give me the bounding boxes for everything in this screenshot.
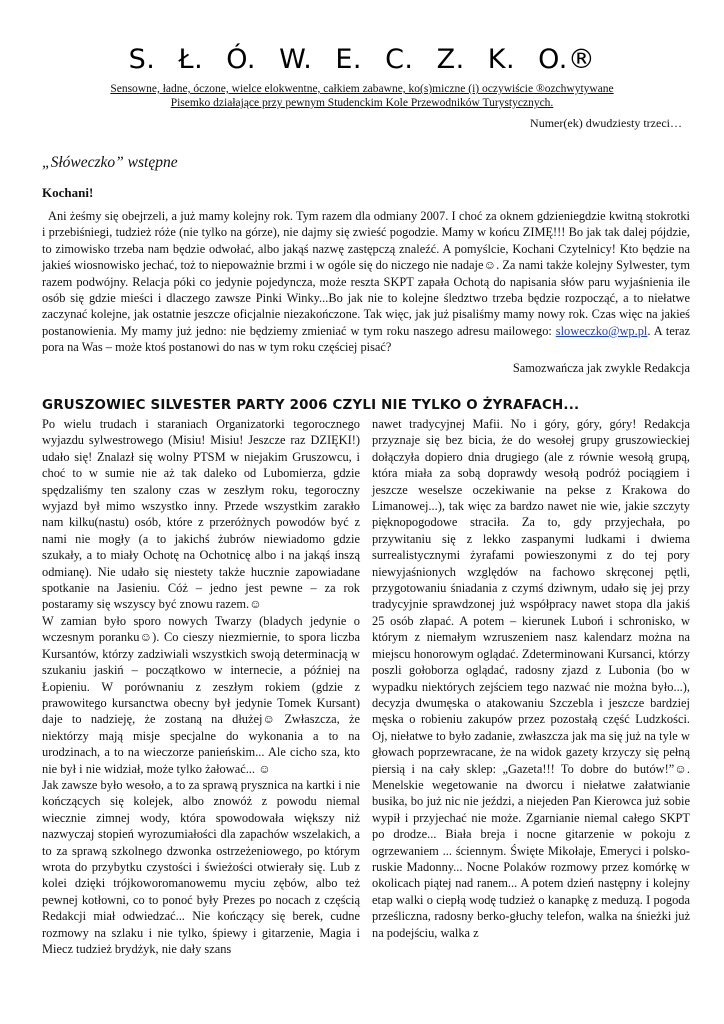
email-link[interactable]: sloweczko@wp.pl xyxy=(555,323,648,338)
newsletter-title: S. Ł. Ó. W. E. C. Z. K. O.® xyxy=(128,44,596,75)
intro-greeting: Kochani! xyxy=(42,185,94,200)
article-column-left xyxy=(42,416,360,957)
article-column-right xyxy=(372,416,690,941)
article-paragraph: nawet tradycyjnej Mafii. No i góry, góry, góry! Redakcja przyznaje się bez bicia, że do wesołej grupy gruszowieckiej dołączyła dopiero dnia drugiego (ale z równie wesołą grupą, która miała za sobą doprawdy wesołą podróż pociągiem i jeszcze weselsze oczekiwanie na pekse z Krakowa do Limanowej...), tak więc za bardzo nawet nie wie, jakie szczyty pięknopogodowe straciła. Za to, gdy przyjechała, po przywitaniu się z lekko zaspanymi ludkami i dwiema surrealistycznymi żyrafami powieszonymi z do tej pory niewyjaśnionych względów na fachowo skręconej pętli, przygotowaniu śniadania z czymś dziwnym, udało się jej przy tradycyjnie sprawdzonej już współpracy nawet stopa dla jakiś 25 osób złapać. A potem – kierunek Luboń i schronisko, w którym z niemałym wzruszeniem nasz kalendarz można na miejscu honorowym oglądać. Zdeterminowani Kursanci, którzy poszli gołoborza oglądać, radosny zjazd z Lubonia (bo w wypadku niektórych zejściem tego nazwać nie można było...), decyzja dwumęska o atakowaniu Szczebla i jeszcze bardziej męska o robieniu zakupów przez pozostałą część Ludzkości. Oj, niełatwe to było zadanie, zwłaszcza jak ma się już na tyle w głowach poprzewracane, że na widok gazety krzyczy się pełną piersią i na cały sklep: „Gazeta!!! To dobre do butów!”☺. Menelskie wegetowanie na dworcu i niełatwe załatwianie busika, bo już nic nie jeździ, a niejeden Pan Kierowca już sobie wypił i przyjechać nie może. Zgarnianie niemal całego SKPT po drodze... Biała breja i nocne gitarzenie w pokoju z ogrzewaniem ... ściennym. Święte Mikołaje, Emeryci i polsko-ruskie Madonny... Nocne Polaków rozmowy przez komórkę w okolicach piątej nad ranem... A potem dzień następny i kolejny etap walki o ciepłą wodę tudzież o kanapkę z meduzą. I pogoda prześliczna, radosny berko-głuchy telefon, walka na śnieżki już na podejściu, walka z xyxy=(372,417,690,940)
intro-signature: Samozwańcza jak zwykle Redakcja xyxy=(512,361,690,375)
article-paragraph: Po wielu trudach i staraniach Organizatorki tegorocznego wyjazdu sylwestrowego (Misiu! Misiu! Jeszcze raz DZIĘKI!) udało się! Znalazł się wolny PTSM w niejakim Gruszowcu, i choć to w sumie nie aż tak daleko od Lubomierza, gdzie spędzaliśmy ten szalony czas w zeszłym roku, tegoroczny wyjazd był mimo wszystko inny. Przede wszystkim zarakło nam kilku(nastu) osób, które z przeróżnych powodów być z nami nie mogły (a to jakichś żubrów niewiadomo gdzie szukały, a to miały Ochotę na Ochotnicę albo i na jakąś inszą odmianę). Nie udało się niestety także hucznie zapowiadane spotkanie na Jasieniu. Cóż – jedno jest pewne – za rok postaramy się wszyscy być znowu razem.☺ xyxy=(42,417,360,612)
tagline-line-1: Sensowne, ładne, óczone, wielce elokwentne, całkiem zabawne, ko(s)miczne (i) oczywiście ®ozchwytywane xyxy=(110,83,614,95)
intro-text-part-1: Ani żeśmy się obejrzeli, a już mamy kolejny rok. Tym razem dla odmiany 2007. I choć za oknem gdzieniegdzie kwitną stokrotki i przebiśniegi, tudzież róże (nie tylko na górze), nie dajmy się zwieść pogodzie. Mamy w końcu ZIMĘ!!! Bo jak tak dalej pójdzie, to zimowisko trzeba nam będzie odwołać, albo jakąś nazwę zastępczą znaleźć. A pomyślcie, Kochani Czytelnicy! Kto będzie na jakieś wiosnowisko jechać, toż to niepoważnie brzmi i w ogóle się do niczego nie nadaje☺. Za nami także kolejny Sylwester, tym razem podwójny. Relacja póki co jedynie pojedyncza, może reszta SKPT zapała Ochotą do napisania słów paru wyjaśnienia ile osób się gdzie mieści i dlaczego zawsze Pinki Winky...Bo jak nie to kolejne śledztwo trzeba będzie rozpocząć, a to niełatwe zaczynać kolejne, jak ostatnie jeszcze oficjalnie niezakończone. Tak więc, jak już pisaliśmy mamy nowy rok. Czas więc na jakieś postanowienia. My mamy już jedno: nie będziemy zmieniać w tym roku naszego adresu mailowego: xyxy=(42,209,690,338)
article-paragraph: W zamian było sporo nowych Twarzy (bladych jedynie o wczesnym poranku☺). Co cieszy niezmiernie, to spora liczba Kursantów, którzy zadziwiali wszystkich swoją determinacją w szukaniu jaskiń – początkowo w internecie, a później na Łopieniu. W porównaniu z zeszłym rokiem (gdzie z prawowitego kursanctwa obecny był jedynie Tomek Kursant) daje to nadzieję, że zostaną na dłużej☺ Zwłaszcza, że niektórzy mają misje specjalne do wykonania a to na urodzinach, a to na wieczorze panieńskim... Ale cicho sza, kto nie był i nie widział, może tylko żałować... ☺ xyxy=(42,613,360,776)
intro-heading: „Słóweczko” wstępne xyxy=(42,154,178,171)
intro-text-part-2: . A teraz pora na Was – może ktoś postanowi do nas w tym roku częściej pisać? xyxy=(42,323,690,355)
article-title: GRUSZOWIEC SILVESTER PARTY 2006 CZYLI NIE TYLKO O ŻYRAFACH... xyxy=(42,398,580,413)
tagline-line-2: Pisemko działające przy pewnym Studenckim Kole Przewodników Turystycznych. xyxy=(170,97,554,109)
intro-paragraph xyxy=(42,208,690,356)
article-paragraph: Jak zawsze było wesoło, a to za sprawą prysznica na kartki i nie kończących się kolejek, albo znowóż z powodu niemal wiecznie zimnej wody, która spowodowała większy niż nazwyczaj stopień wyrozumiałości dla zapachów wszelakich, a to za sprawą szkolnego dzwonka ostrzeżeniowego, po którym wrota do przybytku czystości i świeżości otwierały się. Lub z kolei dzięki trójkoworomanowemu myciu zębów, albo też pewnej kotłowni, co to ponoć były Prezes po nocach z częścią Redakcji miał odwiedzać... Nie kończący się berek, cudne rozmowy na szlaku i nie tylko, śpiewy i gitarzenie, Magia i Miecz tudzież brydżyk, nie dały szans xyxy=(42,777,360,956)
issue-number: Numer(ek) dwudziesty trzeci… xyxy=(530,116,682,130)
